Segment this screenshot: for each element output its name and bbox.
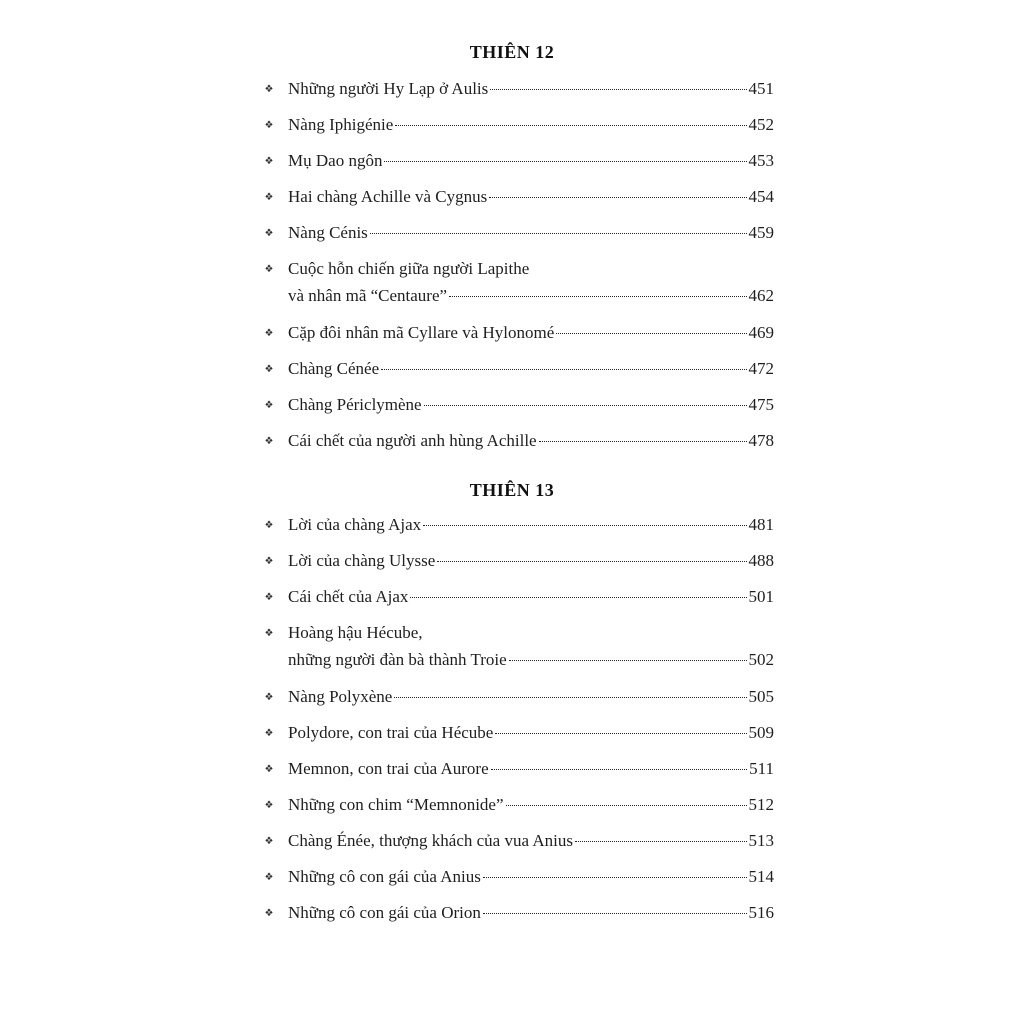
toc-entry bbox=[262, 187, 774, 209]
toc-entry bbox=[262, 359, 774, 381]
diamond-bullet-icon: ❖ bbox=[264, 84, 274, 95]
toc-entry bbox=[262, 151, 774, 173]
diamond-bullet-icon: ❖ bbox=[264, 728, 274, 739]
page-number: 514 bbox=[748, 867, 774, 886]
diamond-bullet-icon: ❖ bbox=[264, 156, 274, 167]
entry-title-line-2: những người đàn bà thành Troie bbox=[288, 650, 507, 669]
toc-entry bbox=[262, 623, 774, 673]
entry-title: Chàng Cénée bbox=[288, 359, 380, 378]
page-number: 516 bbox=[748, 903, 774, 922]
entry-title-line-2: và nhân mã “Centaure” bbox=[288, 286, 448, 305]
entry-title: Cái chết của người anh hùng Achille bbox=[288, 431, 537, 450]
toc-entry bbox=[262, 831, 774, 853]
diamond-bullet-icon: ❖ bbox=[264, 764, 274, 775]
dot-leader bbox=[539, 441, 747, 442]
page-number: 505 bbox=[748, 687, 774, 706]
dot-leader bbox=[483, 913, 747, 914]
toc-entry bbox=[262, 515, 774, 537]
page-number: 481 bbox=[748, 515, 774, 534]
entry-title: Những cô con gái của Anius bbox=[288, 867, 481, 886]
toc-entry bbox=[262, 395, 774, 417]
page-number: 475 bbox=[748, 395, 774, 414]
toc-entry bbox=[262, 723, 774, 745]
toc-entry bbox=[262, 795, 774, 817]
entry-title: Chàng Énée, thượng khách của vua Anius bbox=[288, 831, 573, 850]
section-heading: THIÊN 12 bbox=[469, 42, 555, 62]
page-number: 462 bbox=[748, 286, 774, 305]
entry-title: Nàng Iphigénie bbox=[288, 115, 394, 134]
entry-title: Hai chàng Achille và Cygnus bbox=[288, 187, 488, 206]
toc-entry bbox=[262, 323, 774, 345]
toc-entry bbox=[262, 759, 774, 781]
dot-leader bbox=[489, 197, 746, 198]
entry-title: Mụ Dao ngôn bbox=[288, 151, 383, 170]
entry-title: Lời của chàng Ulysse bbox=[288, 551, 436, 570]
diamond-bullet-icon: ❖ bbox=[264, 628, 274, 639]
diamond-bullet-icon: ❖ bbox=[264, 908, 274, 919]
dot-leader bbox=[384, 161, 746, 162]
dot-leader bbox=[381, 369, 746, 370]
dot-leader bbox=[424, 405, 747, 406]
entry-title-line-1: Cuộc hỗn chiến giữa người Lapithe bbox=[288, 259, 530, 278]
toc-entry bbox=[262, 223, 774, 245]
dot-leader bbox=[556, 333, 746, 334]
dot-leader bbox=[394, 697, 746, 698]
entry-title: Cặp đôi nhân mã Cyllare và Hylonomé bbox=[288, 323, 555, 342]
diamond-bullet-icon: ❖ bbox=[264, 436, 274, 447]
page-number: 478 bbox=[748, 431, 774, 450]
toc-entry bbox=[262, 867, 774, 889]
toc-entry bbox=[262, 687, 774, 709]
diamond-bullet-icon: ❖ bbox=[264, 364, 274, 375]
diamond-bullet-icon: ❖ bbox=[264, 520, 274, 531]
diamond-bullet-icon: ❖ bbox=[264, 556, 274, 567]
dot-leader bbox=[491, 769, 747, 770]
page-number: 509 bbox=[748, 723, 774, 742]
entry-title: Những người Hy Lạp ở Aulis bbox=[288, 79, 489, 98]
dot-leader bbox=[509, 660, 747, 661]
page-number: 488 bbox=[748, 551, 774, 570]
diamond-bullet-icon: ❖ bbox=[264, 872, 274, 883]
toc-entry bbox=[262, 903, 774, 925]
page-number: 513 bbox=[748, 831, 774, 850]
page-number: 469 bbox=[748, 323, 774, 342]
diamond-bullet-icon: ❖ bbox=[264, 264, 274, 275]
page-number: 451 bbox=[748, 79, 774, 98]
dot-leader bbox=[370, 233, 747, 234]
page-number: 472 bbox=[748, 359, 774, 378]
page-number: 501 bbox=[748, 587, 774, 606]
entry-title: Những cô con gái của Orion bbox=[288, 903, 481, 922]
page-number: 511 bbox=[749, 759, 774, 778]
toc-entry bbox=[262, 551, 774, 573]
entry-title: Cái chết của Ajax bbox=[288, 587, 409, 606]
entry-title: Memnon, con trai của Aurore bbox=[288, 759, 489, 778]
dot-leader bbox=[575, 841, 747, 842]
toc-entry bbox=[262, 115, 774, 137]
diamond-bullet-icon: ❖ bbox=[264, 400, 274, 411]
dot-leader bbox=[423, 525, 746, 526]
dot-leader bbox=[483, 877, 747, 878]
entry-title: Chàng Périclymène bbox=[288, 395, 422, 414]
toc-entry bbox=[262, 431, 774, 453]
diamond-bullet-icon: ❖ bbox=[264, 692, 274, 703]
diamond-bullet-icon: ❖ bbox=[264, 592, 274, 603]
page-number: 459 bbox=[748, 223, 774, 242]
diamond-bullet-icon: ❖ bbox=[264, 800, 274, 811]
dot-leader bbox=[410, 597, 746, 598]
toc-entry bbox=[262, 587, 774, 609]
entry-title: Lời của chàng Ajax bbox=[288, 515, 422, 534]
dot-leader bbox=[395, 125, 746, 126]
page-number: 502 bbox=[748, 650, 774, 669]
dot-leader bbox=[490, 89, 746, 90]
diamond-bullet-icon: ❖ bbox=[264, 328, 274, 339]
entry-title: Những con chim “Memnonide” bbox=[288, 795, 504, 814]
dot-leader bbox=[495, 733, 746, 734]
entry-title: Nàng Cénis bbox=[288, 223, 368, 242]
diamond-bullet-icon: ❖ bbox=[264, 836, 274, 847]
section-heading: THIÊN 13 bbox=[469, 480, 555, 500]
dot-leader bbox=[449, 296, 746, 297]
dot-leader bbox=[437, 561, 746, 562]
diamond-bullet-icon: ❖ bbox=[264, 228, 274, 239]
dot-leader bbox=[506, 805, 747, 806]
diamond-bullet-icon: ❖ bbox=[264, 192, 274, 203]
page-number: 452 bbox=[748, 115, 774, 134]
diamond-bullet-icon: ❖ bbox=[264, 120, 274, 131]
page-number: 453 bbox=[748, 151, 774, 170]
entry-title-line-1: Hoàng hậu Hécube, bbox=[288, 623, 423, 642]
toc-entry bbox=[262, 259, 774, 309]
entry-title: Nàng Polyxène bbox=[288, 687, 393, 706]
entry-title: Polydore, con trai của Hécube bbox=[288, 723, 494, 742]
page-number: 512 bbox=[748, 795, 774, 814]
toc-entry bbox=[262, 79, 774, 101]
page-number: 454 bbox=[748, 187, 774, 206]
